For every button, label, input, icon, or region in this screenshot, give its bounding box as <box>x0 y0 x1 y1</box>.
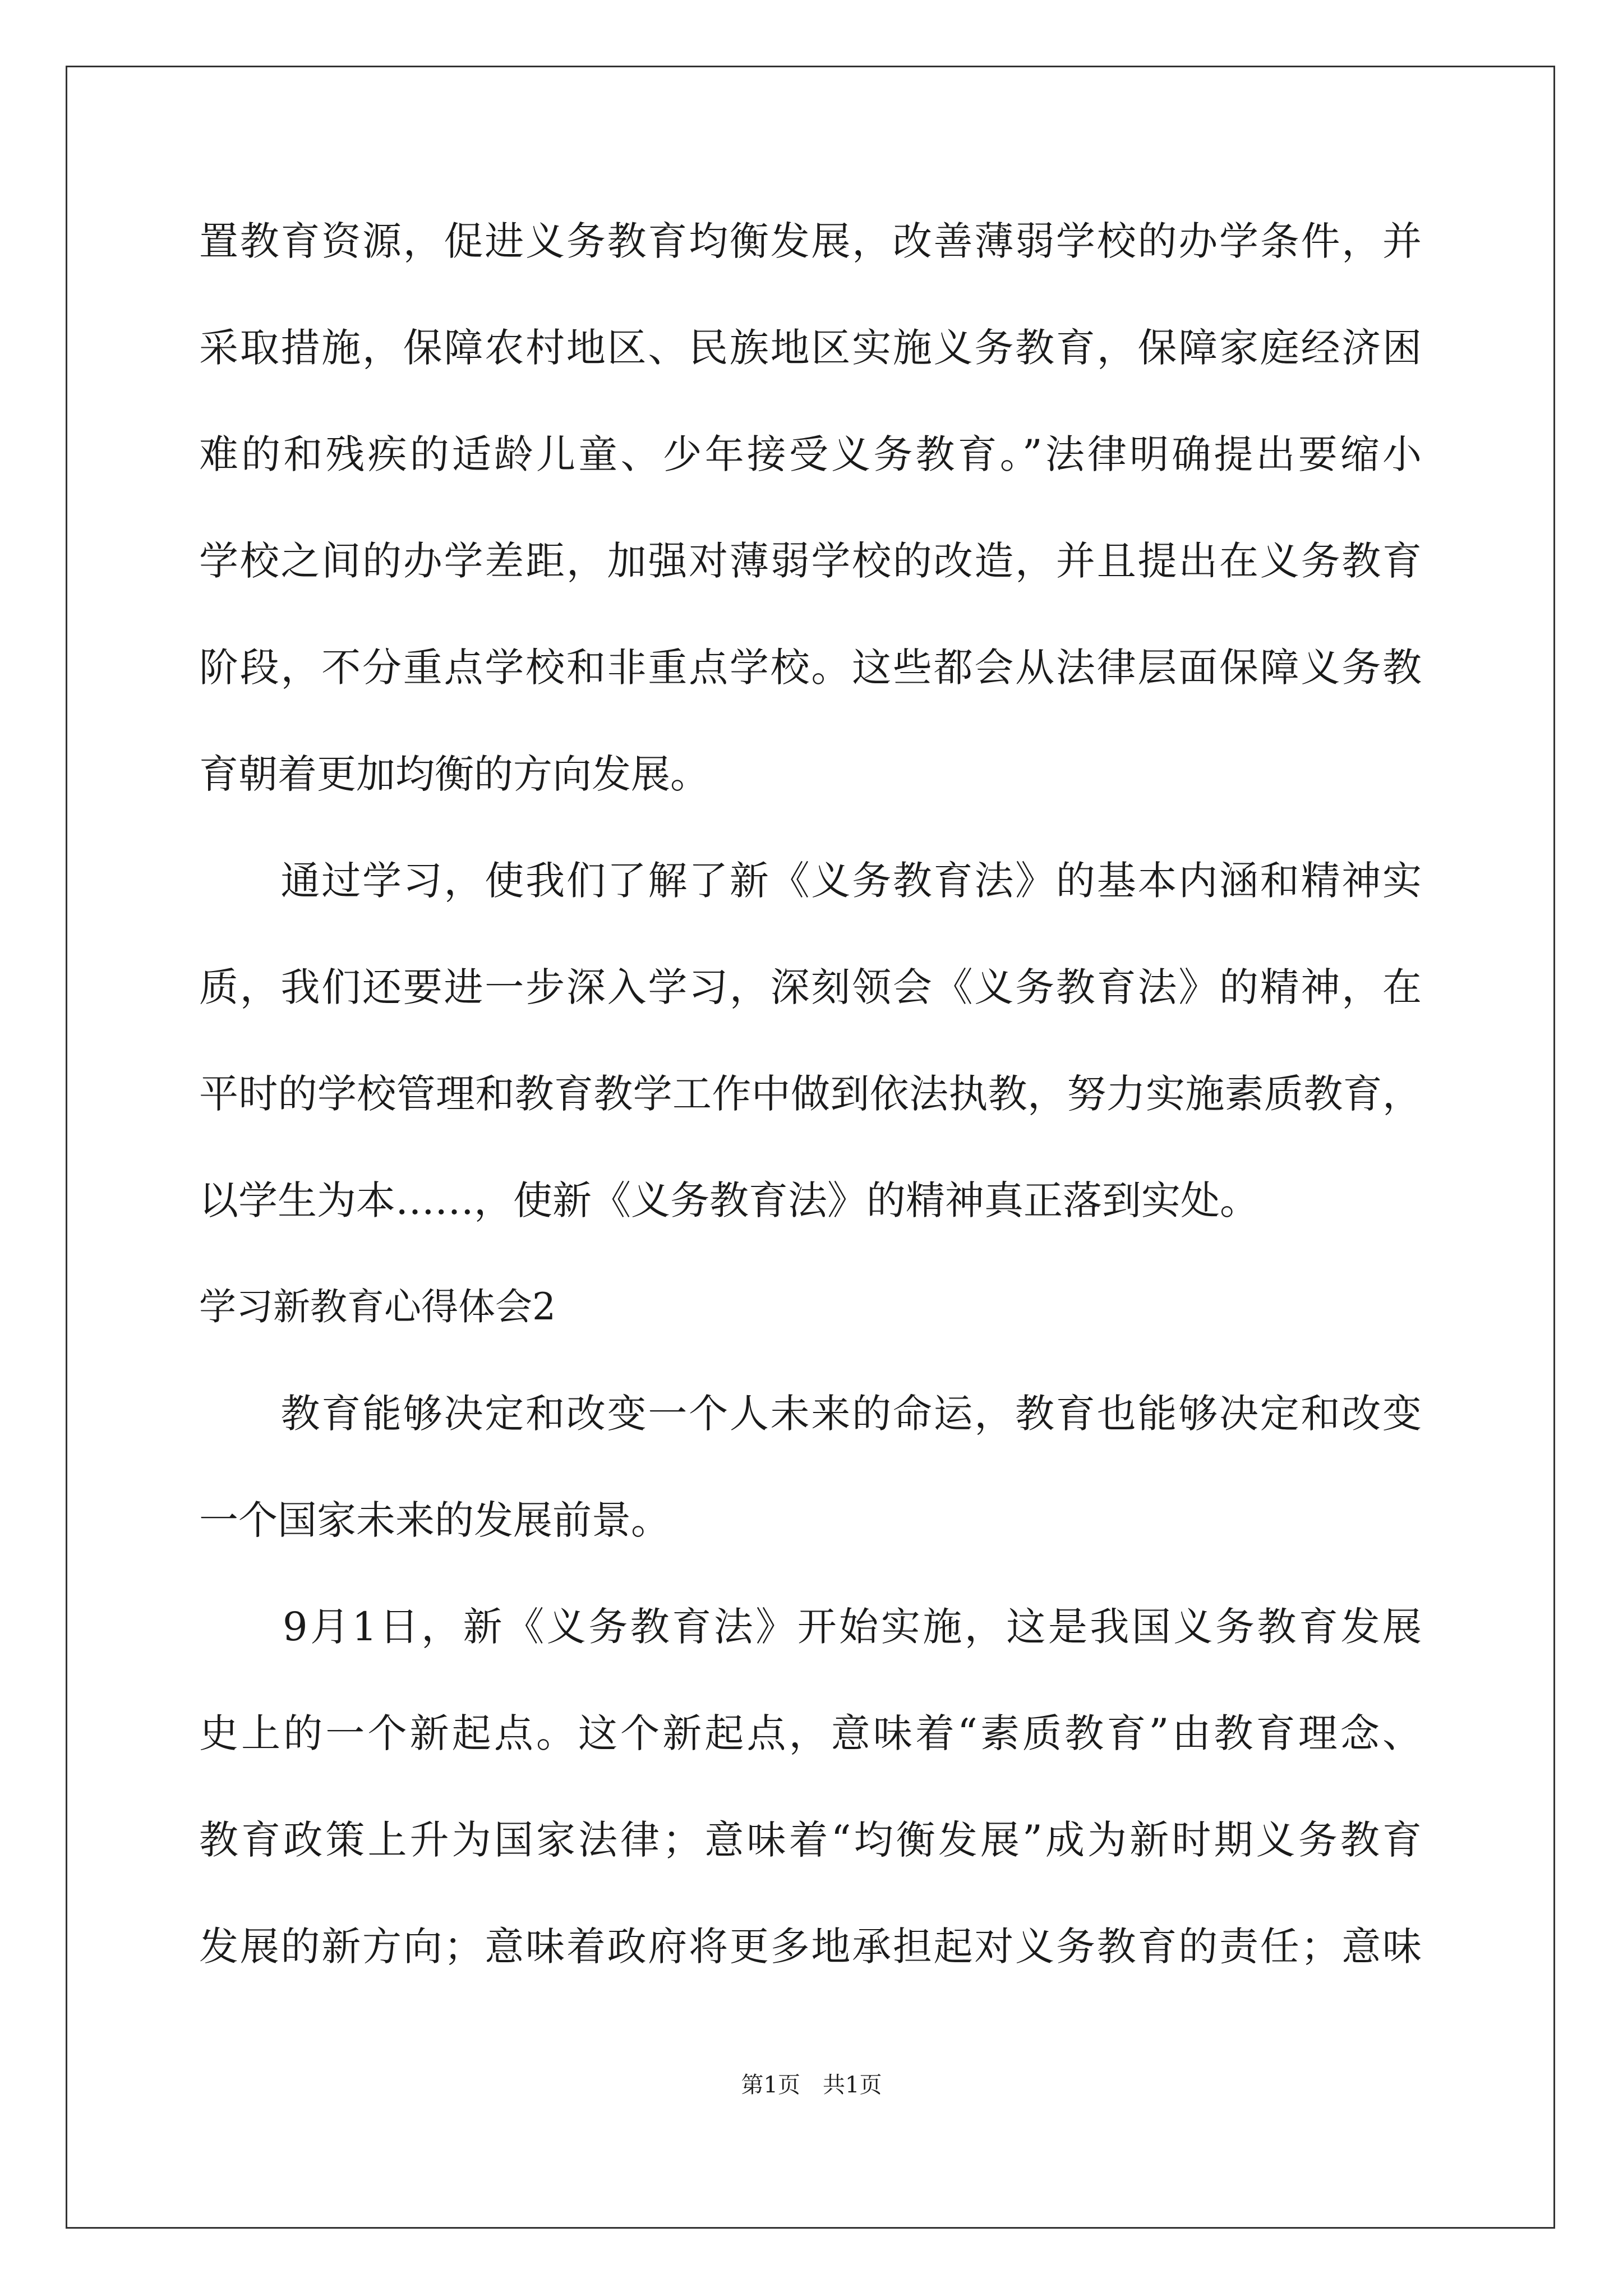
text-line: 一个国家未来的发展前景。 <box>199 1497 670 1543</box>
text-line: 育朝着更加均衡的方向发展。 <box>199 751 709 797</box>
text-line: 发展的新方向；意味着政府将更多地承担起对义务教育的责任；意味 <box>199 1924 1422 1970</box>
text-line: 阶段，不分重点学校和非重点学校。这些都会从法律层面保障义务教 <box>199 645 1422 691</box>
text-line: 以学生为本……，使新《义务教育法》的精神真正落到实处。 <box>199 1177 1259 1223</box>
text-line: 教育能够决定和改变一个人未来的命运，教育也能够决定和改变 <box>199 1391 1422 1437</box>
text-line: 平时的学校管理和教育教学工作中做到依法执教，努力实施素质教育， <box>199 1071 1422 1117</box>
text-line: 9月1日，新《义务教育法》开始实施，这是我国义务教育发展 <box>199 1604 1422 1650</box>
text-line: 通过学习，使我们了解了新《义务教育法》的基本内涵和精神实 <box>199 858 1422 904</box>
text-line: 采取措施，保障农村地区、民族地区实施义务教育，保障家庭经济困 <box>199 325 1422 371</box>
page-number-footer: 第1页 共1页 <box>741 2072 882 2098</box>
text-line: 史上的一个新起点。这个新起点，意味着“素质教育”由教育理念、 <box>199 1710 1422 1756</box>
page-border <box>66 66 1555 2229</box>
text-line: 学校之间的办学差距，加强对薄弱学校的改造，并且提出在义务教育 <box>199 538 1422 584</box>
text-line: 难的和残疾的适龄儿童、少年接受义务教育。”法律明确提出要缩小 <box>199 431 1422 477</box>
section-heading: 学习新教育心得体会2 <box>199 1285 556 1328</box>
text-line: 质，我们还要进一步深入学习，深刻领会《义务教育法》的精神，在 <box>199 964 1422 1010</box>
text-line: 置教育资源，促进义务教育均衡发展，改善薄弱学校的办学条件，并 <box>199 218 1422 264</box>
text-line: 教育政策上升为国家法律；意味着“均衡发展”成为新时期义务教育 <box>199 1817 1422 1863</box>
